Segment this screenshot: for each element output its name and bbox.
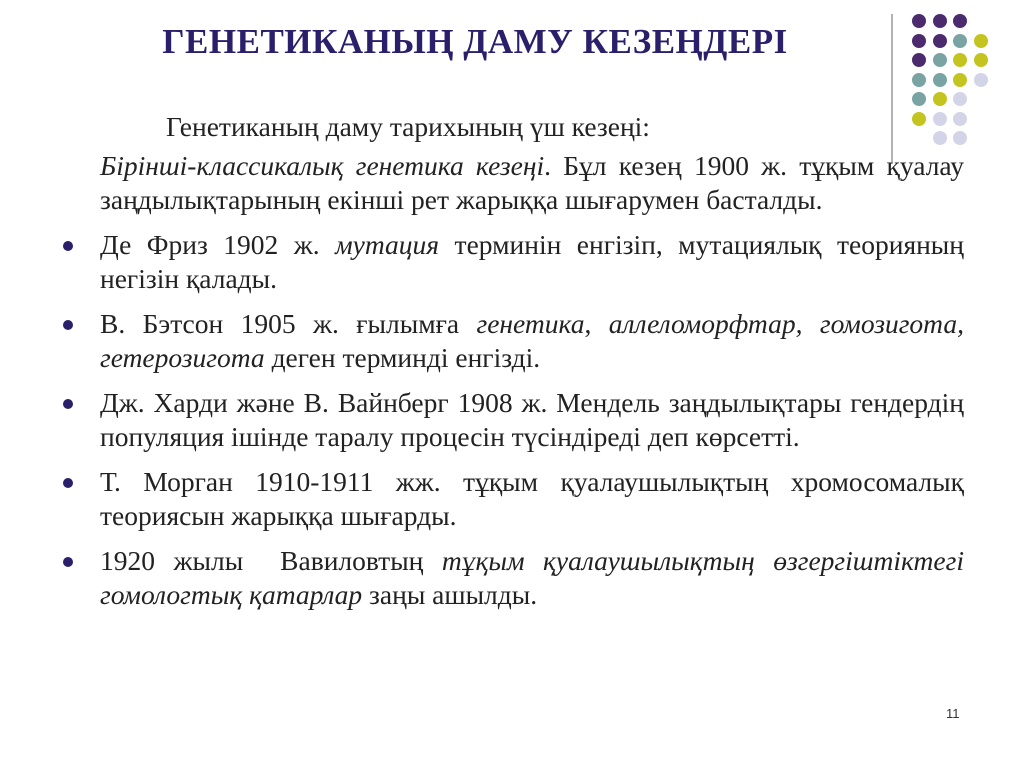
bullet-item-hardy-weinberg (100, 386, 964, 454)
bullet-item-morgan (100, 465, 964, 533)
decor-dot (974, 34, 988, 48)
bullet-term: мутация (335, 229, 440, 260)
slide-title: ГЕНЕТИКАНЫҢ ДАМУ КЕЗЕҢДЕРІ (162, 22, 788, 61)
bullet-term: тұқым қуалаушылықтың өзгергіштіктегі гомологтық қатарлар (100, 545, 964, 610)
first-period-paragraph (100, 149, 964, 217)
decor-dot (953, 53, 967, 67)
decor-dot (912, 92, 926, 106)
decor-dot (974, 53, 988, 67)
decor-dot (912, 53, 926, 67)
bullet-text: Де Фриз 1902 ж. (100, 229, 336, 260)
bullet-item-vavilov (100, 544, 964, 612)
bullet-text: деген терминді енгізді. (264, 342, 541, 373)
decor-dot (933, 34, 947, 48)
bullet-icon (63, 478, 73, 488)
slide-body (100, 110, 964, 623)
bullet-text: терминін енгізіп, мутациялық теорияның негізін қалады. (100, 229, 965, 294)
bullet-text: заңы ашылды. (362, 579, 538, 610)
first-period-italic: Бірінші-классикалық генетика кезеңі (100, 150, 545, 181)
bullet-text: 1920 жылы Вавиловтың (100, 545, 442, 576)
bullet-icon (63, 557, 73, 567)
bullet-icon (63, 320, 73, 330)
decor-dot (974, 73, 988, 87)
decor-dot (953, 73, 967, 87)
bullet-text: , (584, 308, 609, 339)
decor-dot (912, 14, 926, 28)
bullet-text: В. Бэтсон 1905 ж. ғылымға (100, 308, 477, 339)
decor-dot (953, 14, 967, 28)
page-number: 11 (946, 706, 960, 721)
decor-dot (912, 73, 926, 87)
bullet-item-bateson (100, 307, 964, 375)
first-period-text: . Бұл кезең 1900 ж. тұқым қуалау заңдылықтарының екінші рет жарыққа шығарумен басталды. (100, 150, 964, 215)
bullet-text: Дж. Харди және В. Вайнберг 1908 ж. Мендель заңдылықтары гендердің популяция ішінде таралу процесін түсіндіреді деп көрсетті. (100, 387, 964, 452)
bullet-item-de-vries (100, 228, 964, 296)
bullet-text: Т. Морган 1910-1911 жж. тұқым қуалаушылықтың хромосомалық теориясын жарыққа шығарды. (100, 466, 964, 531)
decor-dot (933, 14, 947, 28)
decor-dot (912, 34, 926, 48)
bullet-icon (63, 241, 73, 251)
bullet-icon (63, 399, 73, 409)
decor-dot (933, 73, 947, 87)
bullet-term: генетика (476, 308, 585, 339)
decor-dot (953, 92, 967, 106)
decor-dot (933, 53, 947, 67)
decor-dot (933, 92, 947, 106)
bullet-term: аллеломорфтар, гомозигота, гетерозигота (100, 308, 964, 373)
decor-dot (953, 34, 967, 48)
intro-line: Генетиканың даму тарихының үш кезеңі: (166, 111, 650, 142)
